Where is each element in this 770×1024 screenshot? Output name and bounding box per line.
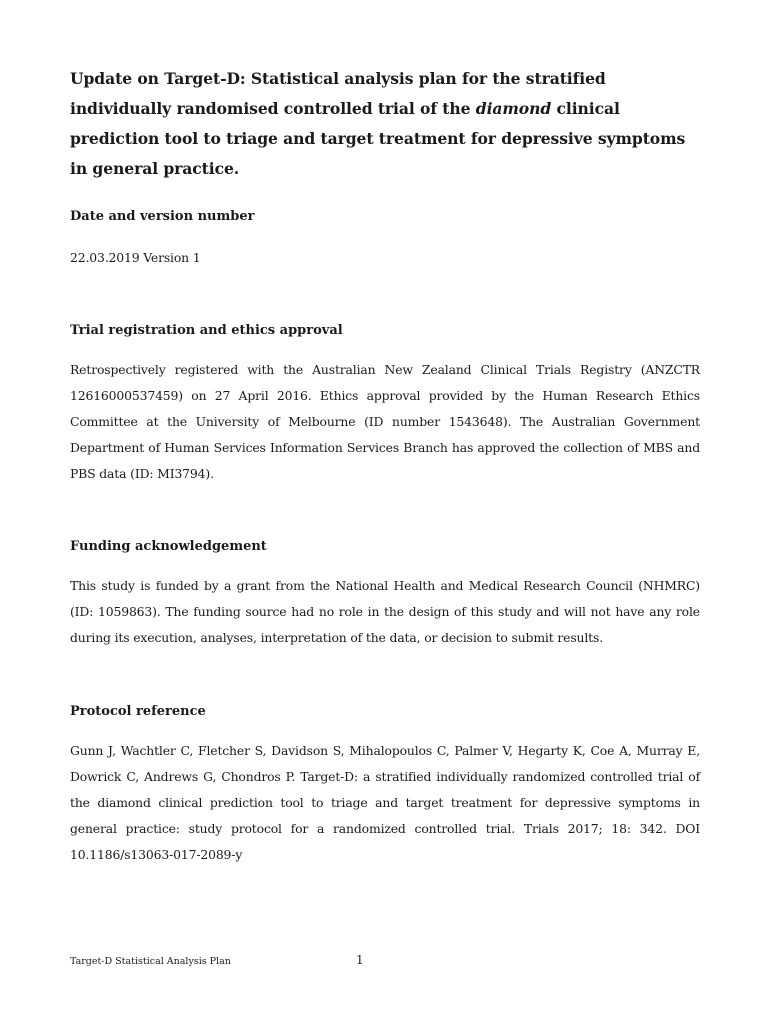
section-heading: Date and version number [70, 209, 255, 224]
section-heading: Trial registration and ethics approval [70, 323, 343, 338]
section-body: Gunn J, Wachtler C, Fletcher S, Davidson S, Mihalopoulos C, Palmer V, Hegarty K, Coe A, Murray E, Dowrick C, Andrews G, Chondros P. Target-D: a stratified individually randomized controlled trial of the diamond clinical prediction tool to triage and target treatment for depressive symptoms in general practice: study protocol for a randomized controlled trial. Trials 2017; 18: 342. DOI 10.1186/s13063-017-2089-y [70, 743, 700, 862]
title-emphasis: diamond [475, 99, 552, 118]
page-number: 1 [356, 953, 364, 967]
title-part-2: clinical prediction tool to triage and target treatment for depressive symptoms in general practice. [70, 99, 686, 178]
section-date-version [70, 207, 700, 271]
section-protocol [70, 702, 700, 868]
document-header [70, 64, 700, 184]
document-title [70, 64, 700, 184]
section-heading: Funding acknowledgement [70, 539, 267, 554]
footer-label: Target-D Statistical Analysis Plan [70, 956, 231, 967]
section-body: 22.03.2019 Version 1 [70, 250, 201, 265]
section-registration [70, 321, 700, 487]
section-body: Retrospectively registered with the Australian New Zealand Clinical Trials Registry (ANZCTR 12616000537459) on 27 April 2016. Ethics approval provided by the Human Research Ethics Committee at the University of Melbourne (ID number 1543648). The Australian Government Department of Human Services Information Services Branch has approved the collection of MBS and PBS data (ID: MI3794). [70, 362, 700, 481]
section-heading: Protocol reference [70, 704, 206, 719]
title-part-1: Update on Target-D: Statistical analysis plan for the stratified individually randomised controlled trial of the [70, 69, 606, 118]
section-funding [70, 537, 700, 651]
section-body: This study is funded by a grant from the National Health and Medical Research Council (NHMRC) (ID: 1059863). The funding source had no role in the design of this study and will not have any role during its execution, analyses, interpretation of the data, or decision to submit results. [70, 578, 700, 645]
